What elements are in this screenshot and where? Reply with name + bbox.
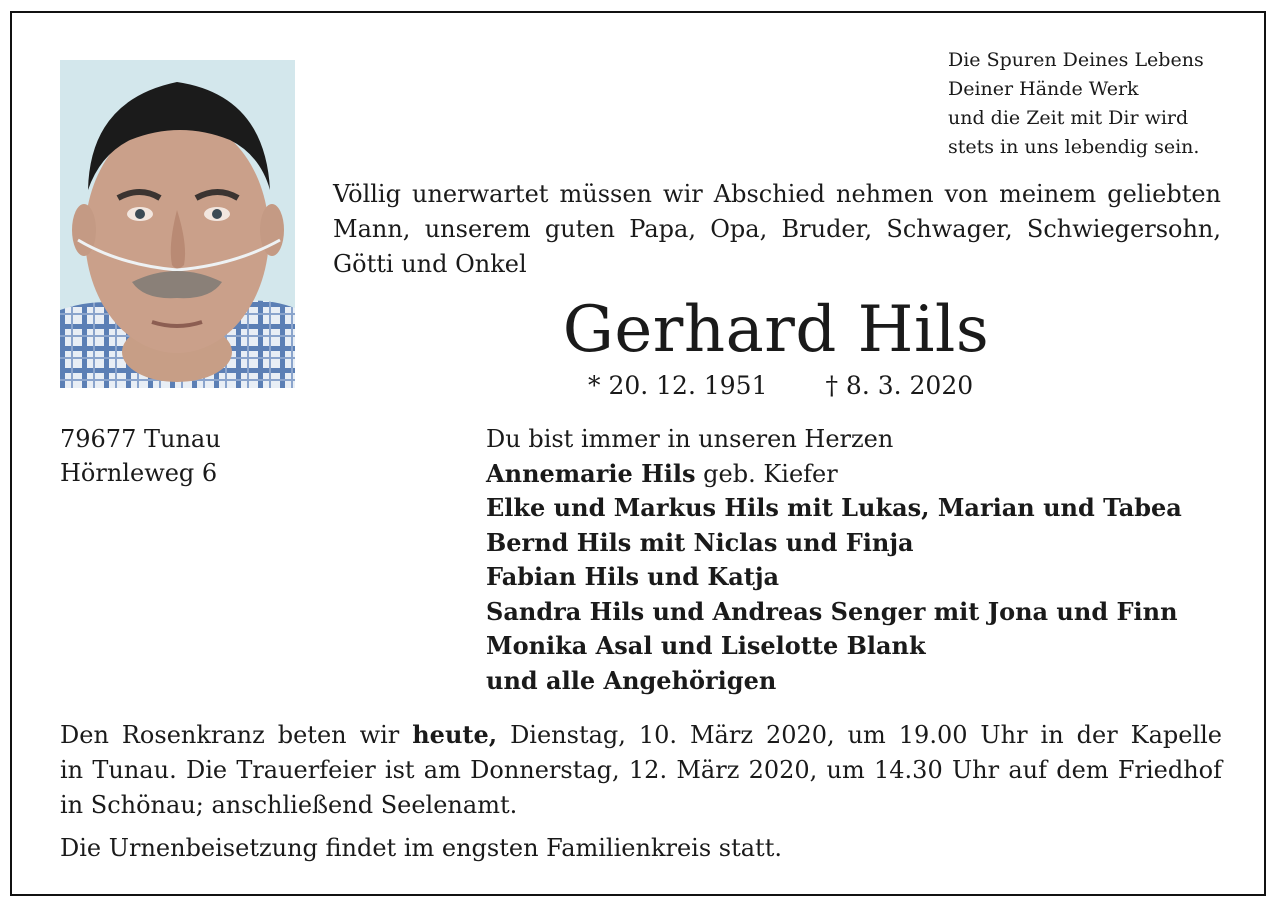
life-dates [588, 367, 973, 405]
address-block [60, 422, 221, 490]
urn-note-text: Die Urnenbeisetzung findet im engsten Familienkreis statt. [60, 834, 782, 862]
deceased-name: Gerhard Hils [562, 293, 990, 367]
service-line: in Schönau; anschließend Seelenamt. [60, 791, 518, 819]
poem-line: Die Spuren Deines Lebens [948, 49, 1204, 71]
intro-text [333, 177, 1221, 282]
mourners-heading: Du bist immer in unseren Herzen [486, 425, 894, 453]
wife-suffix: geb. Kiefer [695, 459, 838, 488]
service-line: in Tunau. Die Trauerfeier ist am Donnerstag, 12. März 2020, um 14.30 Uhr auf dem Friedhof [60, 756, 1222, 784]
poem-verse [948, 46, 1248, 162]
poem-line: stets in uns lebendig sein. [948, 136, 1200, 158]
service-text: Den Rosenkranz beten wir [60, 721, 413, 749]
intro-line: Völlig unerwartet müssen wir Abschied nehmen von meinem geliebten [333, 180, 1221, 208]
service-emphasis: heute, [412, 720, 498, 749]
mourner-line: Sandra Hils und Andreas Senger mit Jona und Finn [486, 596, 1178, 626]
mourner-line: und alle Angehörigen [486, 665, 777, 695]
mourner-line: Bernd Hils mit Niclas und Finja [486, 527, 914, 557]
mourners-list [486, 422, 1182, 698]
mourner-line: Elke und Markus Hils mit Lukas, Marian und Tabea [486, 493, 1182, 522]
urn-note [60, 831, 1222, 866]
poem-line: Deiner Hände Werk [948, 78, 1139, 100]
wife-name: Annemarie Hils [486, 458, 696, 488]
address-line: Hörnleweg 6 [60, 459, 218, 487]
mourner-wife [486, 457, 1182, 492]
mourner-line: Monika Asal und Liselotte Blank [486, 631, 926, 660]
address-line: 79677 Tunau [60, 425, 221, 453]
birth-date: * 20. 12. 1951 [588, 371, 768, 400]
death-date: † 8. 3. 2020 [825, 371, 974, 400]
portrait-photo [60, 60, 295, 388]
intro-line: Götti und Onkel [333, 250, 527, 278]
service-line [60, 717, 1222, 753]
service-details [60, 717, 1222, 823]
service-text: Dienstag, 10. März 2020, um 19.00 Uhr in der Kapelle [497, 721, 1222, 749]
poem-line: und die Zeit mit Dir wird [948, 107, 1189, 129]
intro-line: Mann, unserem guten Papa, Opa, Bruder, Schwager, Schwiegersohn, [333, 215, 1221, 243]
mourner-line: Fabian Hils und Katja [486, 562, 780, 591]
